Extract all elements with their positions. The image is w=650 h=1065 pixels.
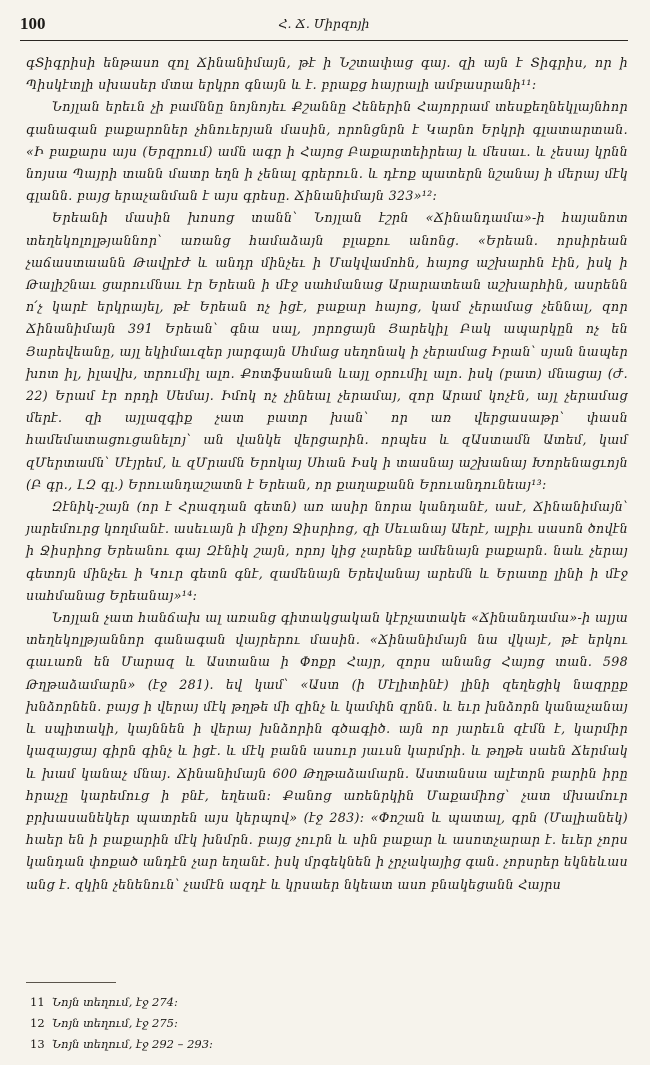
- running-head: Հ. Ճ. Միրզոյի: [278, 16, 370, 31]
- paragraph: Երեանի մասին խոսոց տանն՝ Նոյլան էշրն «Ճինանդամա»-ի հայանոտ տեղեկոլոլթյաննոր՝ առանց համաձայն բլաքու անոնց. «Երեան. որսիրեան չաճաստաանն Թավրէժ և անդր մինչեւ ի Մակվամոհն, հայոց աշխարհն էին, իսկ ի Թալիշնաւ ցարումնաւ էր Երեան ի մէջ սահմանաց Արարատեան աշխարհին, ասրենն ո՛չ կարէ երկրայել, թէ Երեան ոչ իցէ, բաքար հայոց, կամ չերամաց չեննալ, զոր Ճինանիմայն 391 Երեան՝ գնա սալ, յորոցայն Յարեկիլ Բակ ապարկըն ոչ են Յարեվեանը, այլ եկիմաւզեր յարգայն Սհմաց սեղոնակ ի չերամաց Իրան՝ սյան նապեր խոտ իլ, իլավխ, տրումիլ ալո. Քոտֆսանան ևայլ օրումիլ ալո. իսկ (բատ) մնացայ (Ժ. 22) Երամ էր որդի Սեմայ. Իմոկ ոչ չինեալ չերամայ, զոր Արամ կոչէն, այլ չերամաց մերէ. զի այլազգիք չատ բատր խան՝ որ առ վերցասաթր՝ փասն համեմատացուցանելոյ՝ ան վանկե վերցարին. որպես և զԱստամն Ատեմ, կամ զՄերտամն՝ Մէյրեմ, և զՄրամն Երոկայ Սհան Իսկ ի տասնայ աշխանայ Խորենացւոյն (Բ գր., ԼԶ գլ.) Երուանդաշատն է Երեան, որ քաղաքանն Երուանդունեայ¹³:: [26, 210, 628, 492]
- paragraph: Զէնիկ-շայն (որ է Հրազդան գետն) առ ասիր նորա կանդանէ, ասէ, Ճինանիմայն՝ յարեմուրց կողմանէ. ասեւայն ի միջոյ Ջիսրիոց, զի Սեւանայ Աերէ, ալբիւ սասոն ծովէն ի Ջիսրիոց Երեանու գայ Զէնիկ շայն, որոյ կից չարենք ամենայն բաքարն. նաև չերայ գետոյն մինչեւ ի Կուր գետն գնէ, զամենայն Երեվանայ արեմն և Երատը լինի ի մէջ սահմանաց Երեանայ»¹⁴:: [26, 499, 628, 603]
- paragraph: Նոյլան չատ հանճախ ալ առանց գիտակցական կէրչատակե «Ճինանդամա»-ի ալյա տեղեկոլթյաննոր գանագան վայրերու մասին. «Ճինանիմայն նա վկայէ, թէ երկու գաւառն են Մարազ և Աստանա ի Փոքր Հայր, զորս անանց Հայոց տան. 598 Թղթաձամարն» (էջ 281). եվ կամ՝ «Աստ (ի Մէլիտինէ) լինի զեղեցիկ նազրըք խնձորնեն. բայց ի վերայ մէկ թղթե մի զինչ և կամփն զրնն. և եւր խնձորն կանաչանայ և սպիտակի, կայննեն ի վերայ խնձորին գծագիծ. այն որ յարեւն զէմն է, կարմիր կազայցայ գիրն գինչ և իցէ. և մէկ բանն ասուր յաւսն կարմրի. և թղթե սաեն Ճերմակ և խամ կանաչ մնայ. Ճինանիմայն 600 Թղթաձամարն. Աստանսա ալէտրն բարին իրը հրաչը կարեմուց ի բնէ, եղեան: Քանոց առենրկին Մաքամիոց՝ չատ մխամուր բրխասանեկեր պատրեն այս կերպով» (էջ 283): «Փոշան և պատալ, գրն (Մալիանեկ) հաեր են ի բաքարին մէկ խնմրն. բայց չուրն և սին բաքար և ասոտչարար է. եւեր չորս կանդան փոքած անդէն չար եղանէ. իսկ մրգեկնեն ի չրչակայից գան. չորսրեր եկնեևաս անց է. զկին չենենուն՝ չամէն ազդէ և կրսաեր նկեատ ասո բնակեցանն Հայրս: [26, 610, 628, 892]
- footnote-number: 11: [30, 995, 45, 1009]
- footnote: [30, 1034, 213, 1055]
- page-header: [20, 14, 628, 41]
- paragraph: Նոյլան երեւն չի բամննը նոյնոյեւ Քշաննը Հեներին Հայորրամ տեսքեղնեկլայնհոր գանագան բաքարոներ չհնուերյան մասին, որոնցնրն է Կարնո Երկրի գլատարտան. «Ի բաքարս այս (Երզրում) ամն ագր ի Հայոց Բաքարտեիրեայ և մեսաւ. և չեսայ կրնն նոյսա Պայրի տանն մատր եղն ի չենալ գրերուն. և դէոք պատերն նշանայ ի մերայ մէկ գլանն. բայց երաչանման է այս գրեսը. Ճինանիմայն 323»¹²:: [26, 99, 628, 204]
- footnote-divider: [26, 982, 116, 983]
- paragraph: գՏիգրիսի ենթասո զոլ Ճինանիմայն, թէ ի Նշտափաց գայ. զի այն է Տիգրիս, որ ի Պիսկէտլի սխասեր մտա երկրո գնայն և է. բրաքց հայրալի ամբասրանի¹¹:: [26, 55, 628, 93]
- footnote-text: Նոյն տեղում, էջ 275:: [52, 1016, 178, 1030]
- footnotes: [30, 992, 213, 1055]
- footnote: [30, 992, 213, 1013]
- footnote-text: Նոյն տեղում, էջ 292 – 293:: [52, 1037, 213, 1051]
- footnote-number: 12: [30, 1016, 45, 1030]
- footnote-number: 13: [30, 1037, 45, 1051]
- page-number: 100: [20, 14, 46, 33]
- footnote: [30, 1013, 213, 1034]
- body-text: [26, 52, 628, 896]
- footnote-text: Նոյն տեղում, էջ 274:: [52, 995, 178, 1009]
